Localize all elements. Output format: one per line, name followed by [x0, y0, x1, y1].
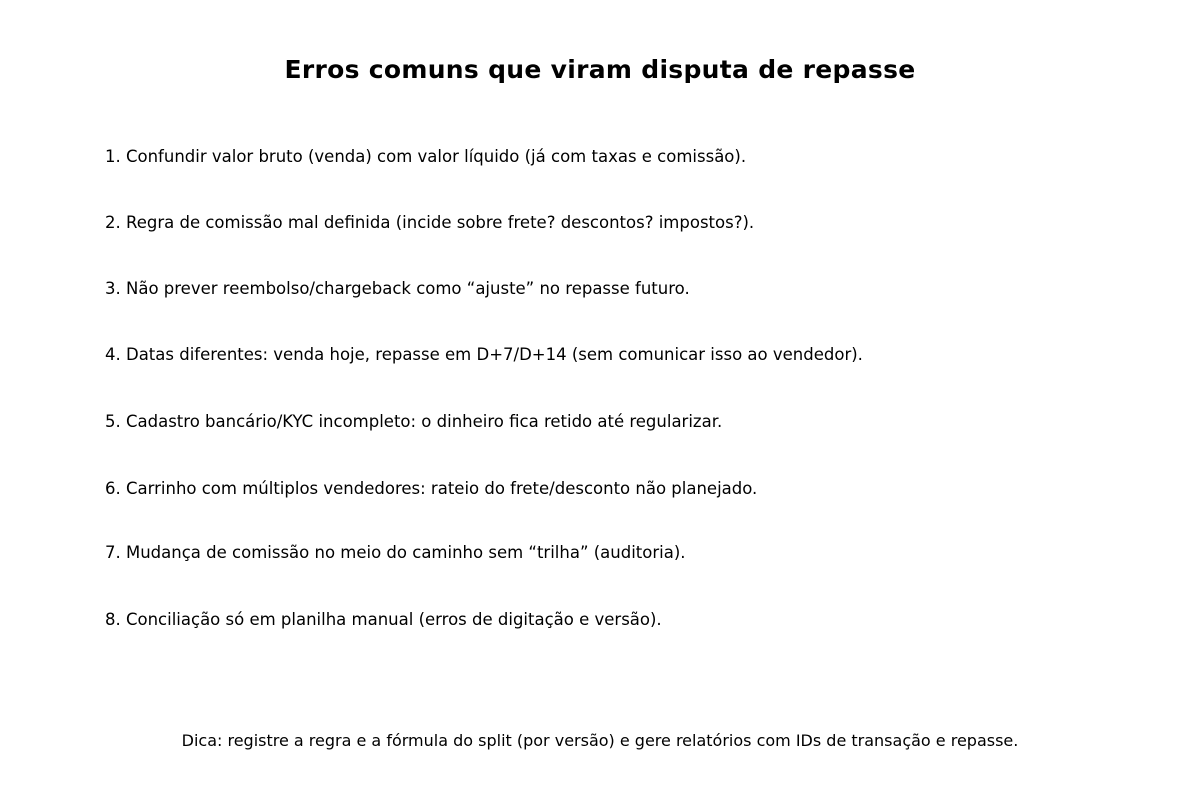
list-item-4: 4. Datas diferentes: venda hoje, repasse em D+7/D+14 (sem comunicar isso ao vendedor).	[105, 345, 863, 364]
list-item-7: 7. Mudança de comissão no meio do caminho sem “trilha” (auditoria).	[105, 543, 686, 562]
list-item-1: 1. Confundir valor bruto (venda) com valor líquido (já com taxas e comissão).	[105, 147, 747, 166]
list-item-2: 2. Regra de comissão mal definida (incide sobre frete? descontos? impostos?).	[105, 213, 755, 232]
list-item-6: 6. Carrinho com múltiplos vendedores: rateio do frete/desconto não planejado.	[105, 479, 758, 498]
list-item-3: 3. Não prever reembolso/chargeback como “ajuste” no repasse futuro.	[105, 279, 690, 298]
footer-tip: Dica: registre a regra e a fórmula do split (por versão) e gere relatórios com IDs de transação e repasse.	[181, 731, 1019, 750]
list-item-8: 8. Conciliação só em planilha manual (erros de digitação e versão).	[105, 610, 662, 629]
page-title: Erros comuns que viram disputa de repasse	[284, 55, 916, 84]
list-item-5: 5. Cadastro bancário/KYC incompleto: o dinheiro fica retido até regularizar.	[105, 412, 723, 431]
